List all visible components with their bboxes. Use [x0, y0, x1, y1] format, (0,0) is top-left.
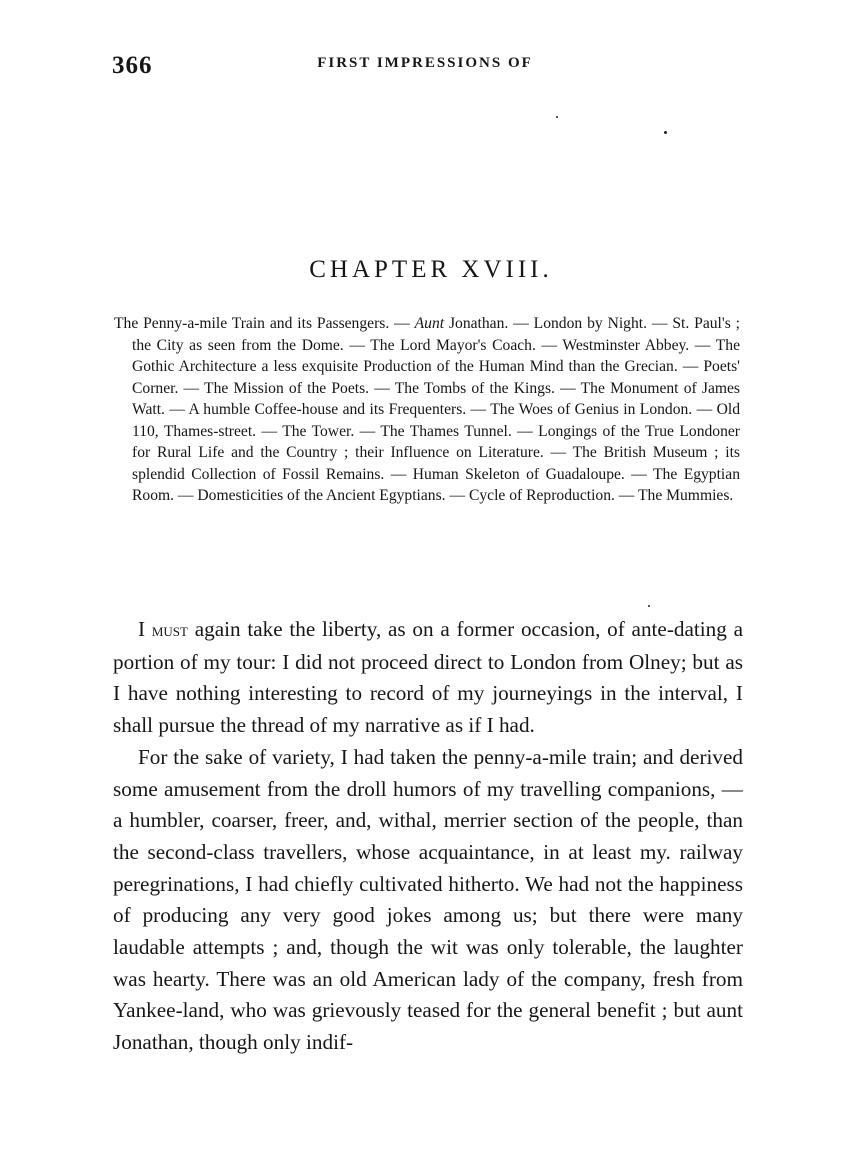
chapter-synopsis	[114, 313, 740, 507]
para1-first: I	[138, 617, 152, 641]
para1-smallcaps: must	[151, 620, 188, 641]
print-speck	[556, 116, 558, 118]
para1-rest: again take the liberty, as on a former occasion, of ante-dating a portion of my tour: I did not proceed direct to London from Olney; but as I have nothing interesting to record of my journeyings in the interval, I shall pursue the thread of my narrative as if I had.	[113, 617, 743, 738]
body-text	[113, 614, 743, 1059]
page-number: 366	[112, 52, 153, 79]
synopsis-rest: Jonathan. — London by Night. — St. Paul's ; the City as seen from the Dome. — The Lord Mayor's Coach. — Westminster Abbey. — The Gothic Architecture a less exquisite Production of the Human Mind than the Grecian. — Poets' Corner. — The Mission of the Poets. — The Tombs of the Kings. — The Monument of James Watt. — A humble Coffee-house and its Frequenters. — The Woes of Genius in London. — Old 110, Thames-street. — The Tower. — The Thames Tunnel. — Longings of the True Londoner for Rural Life and the Country ; their Influence on Literature. — The British Museum ; its splendid Collection of Fossil Remains. — Human Skeleton of Guadaloupe. — The Egyptian Room. — Domesticities of the Ancient Egyptians. — Cycle of Reproduction. — The Mummies.	[132, 315, 740, 504]
synopsis-italic: Aunt	[414, 315, 445, 332]
paragraph: For the sake of variety, I had taken the penny-a-mile train; and derived some amusement from the droll humors of my travelling companions, — a humbler, coarser, freer, and, withal, merrier section of the people, than the second-class travellers, whose acquaintance, in at least my. railway peregrinations, I had chiefly cultivated hitherto. We had not the happiness of producing any very good jokes among us; but there were many laudable attempts ; and, though the wit was only tolerable, the laughter was hearty. There was an old American lady of the company, fresh from Yankee-land, who was grievously teased for the general benefit ; but aunt Jonathan, though only indif-	[113, 744, 743, 1055]
paragraph	[113, 614, 743, 742]
print-speck	[648, 605, 650, 607]
running-head: FIRST IMPRESSIONS OF	[317, 55, 533, 71]
synopsis-lead: The Penny-a-mile Train and its Passengers. —	[114, 315, 415, 332]
chapter-title: CHAPTER XVIII.	[309, 256, 553, 283]
print-speck	[664, 131, 667, 134]
